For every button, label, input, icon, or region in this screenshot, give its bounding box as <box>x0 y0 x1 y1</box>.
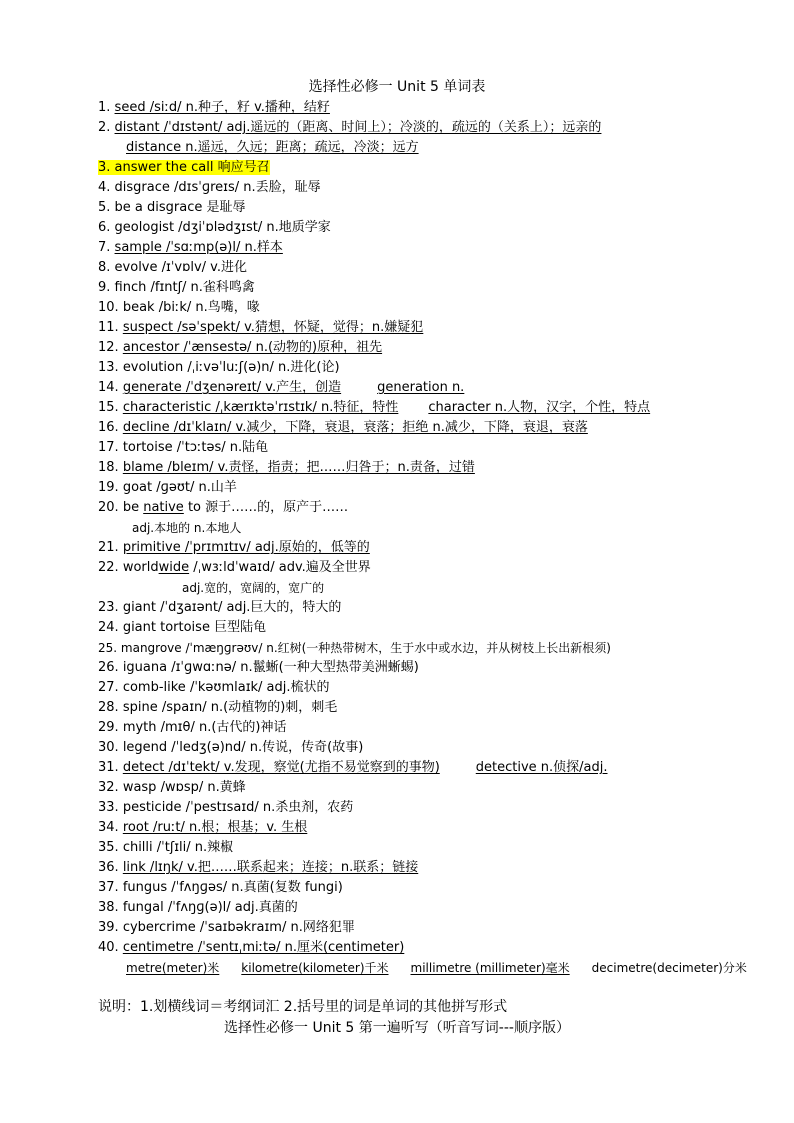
entry-number: 40. <box>98 940 123 955</box>
entry-text: root /ruːt/ n.根；根基；v. 生根 <box>122 820 308 835</box>
entry-text: blame /bleɪm/ v.责怪，指责；把……归咎于；n.责备，过错 <box>122 460 475 475</box>
vocab-entry <box>98 378 788 398</box>
vocab-entry <box>98 598 788 618</box>
entry-text: be a disgrace 是耻辱 <box>114 200 246 215</box>
entry-number: 26. <box>98 660 123 675</box>
entry-number: 21. <box>98 540 123 555</box>
entry-text: goat /ɡəʊt/ n.山羊 <box>122 480 237 495</box>
entry-text: wasp /wɒsp/ n.黄蜂 <box>122 780 246 795</box>
entry-text: /ˌwɜːldˈwaɪd/ adv.遍及全世界 <box>189 560 371 575</box>
vocab-entry <box>98 798 788 818</box>
entry-number: 2. <box>98 120 115 135</box>
entry-text: generation n. <box>377 380 465 395</box>
vocab-entry <box>98 718 788 738</box>
vocab-entry <box>98 858 788 878</box>
entry-text: generate /ˈdʒenəreɪt/ v.产生，创造 <box>122 380 342 395</box>
entry-text: distant /ˈdɪstənt/ adj.遥远的（距离、时间上）；冷淡的，疏远的（关系上）；远亲的 <box>114 120 602 135</box>
vocab-entry <box>98 758 788 778</box>
vocab-entry <box>98 478 788 498</box>
entry-text: distance n.遥远，久远；距离；疏远，冷淡；远方 <box>126 140 419 155</box>
vocab-entry <box>98 358 788 378</box>
vocab-entry-continuation <box>98 578 788 598</box>
vocab-entry <box>98 638 788 658</box>
entry-text: fungal /ˈfʌŋɡ(ə)l/ adj.真菌的 <box>122 900 298 915</box>
entry-text: pesticide /ˈpestɪsaɪd/ n.杀虫剂，农药 <box>122 800 354 815</box>
entry-text: comb-like /ˈkəʊmlaɪk/ adj.梳状的 <box>122 680 330 695</box>
vocab-entry <box>98 738 788 758</box>
vocab-entry <box>98 458 788 478</box>
entry-text: evolution /ˌiːvəˈluːʃ(ə)n/ n.进化(论) <box>122 360 340 375</box>
vocab-entry <box>98 618 788 638</box>
entry-text: legend /ˈledʒ(ə)nd/ n.传说，传奇(故事) <box>122 740 364 755</box>
vocab-entry <box>98 938 788 958</box>
vocab-entry <box>98 238 788 258</box>
entry-number: 39. <box>98 920 123 935</box>
entry-number: 22. <box>98 560 123 575</box>
entry-number: 28. <box>98 700 123 715</box>
entry-number: 29. <box>98 720 123 735</box>
vocab-entry <box>98 698 788 718</box>
entry-text: cybercrime /ˈsaɪbəkraɪm/ n.网络犯罪 <box>122 920 355 935</box>
entry-text: spine /spaɪn/ n.(动植物的)刺，刺毛 <box>122 700 338 715</box>
entry-text: geologist /dʒiˈɒlədʒɪst/ n.地质学家 <box>114 220 331 235</box>
entry-text: millimetre (millimeter)毫米 <box>410 961 570 975</box>
entry-text: native <box>143 500 184 515</box>
entry-text: tortoise /ˈtɔːtəs/ n.陆龟 <box>122 440 269 455</box>
entry-number: 23. <box>98 600 123 615</box>
vocab-entry <box>98 338 788 358</box>
entry-number: 14. <box>98 380 123 395</box>
vocab-entry <box>98 198 788 218</box>
dictation-title: 选择性必修一 Unit 5 第一遍听写（听音写词---顺序版） <box>224 1020 570 1036</box>
entry-text: decimetre(decimeter)分米 <box>591 961 747 975</box>
page-title: 选择性必修一 Unit 5 单词表 <box>308 79 486 95</box>
vocab-entry-continuation <box>98 138 788 158</box>
entry-text: beak /biːk/ n.鸟嘴，喙 <box>122 300 260 315</box>
vocab-entry-continuation <box>98 958 788 978</box>
entry-number: 13. <box>98 360 123 375</box>
vocab-entry <box>98 398 788 418</box>
entry-text: detect /dɪˈtekt/ v.发现，察觉(尤指不易觉察到的事物) <box>122 760 440 775</box>
vocab-entry <box>98 98 788 118</box>
vocab-entry <box>98 318 788 338</box>
entry-number: 25. <box>98 641 121 655</box>
entry-text: finch /fɪntʃ/ n.雀科鸣禽 <box>114 280 255 295</box>
vocab-entry-continuation <box>98 518 788 538</box>
entry-number: 3. <box>98 160 115 175</box>
entry-text: metre(meter)米 <box>126 961 220 975</box>
entry-number: 12. <box>98 340 123 355</box>
entry-number: 20. <box>98 500 123 515</box>
vocab-entry <box>98 838 788 858</box>
entry-text: giant tortoise 巨型陆龟 <box>122 620 267 635</box>
entry-number: 27. <box>98 680 123 695</box>
entry-number: 17. <box>98 440 123 455</box>
vocab-entry <box>98 158 788 178</box>
vocab-entry <box>98 418 788 438</box>
entry-number: 16. <box>98 420 123 435</box>
vocab-entry <box>98 258 788 278</box>
vocab-entry <box>98 118 788 138</box>
vocab-entry <box>98 778 788 798</box>
vocabulary-list <box>98 98 788 978</box>
entry-text: evolve /ɪˈvɒlv/ v.进化 <box>114 260 247 275</box>
entry-number: 15. <box>98 400 123 415</box>
entry-number: 36. <box>98 860 123 875</box>
vocab-entry <box>98 918 788 938</box>
entry-number: 32. <box>98 780 123 795</box>
entry-number: 6. <box>98 220 115 235</box>
entry-number: 38. <box>98 900 123 915</box>
entry-number: 1. <box>98 100 115 115</box>
entry-text: answer the call 响应号召 <box>114 160 270 175</box>
entry-text: decline /dɪˈklaɪn/ v.减少，下降，衰退，衰落；拒绝 n.减少，下降，衰退，衰落 <box>122 420 588 435</box>
entry-text: kilometre(kilometer)千米 <box>241 961 389 975</box>
entry-text: adj.宽的，宽阔的，宽广的 <box>182 581 325 595</box>
entry-number: 33. <box>98 800 123 815</box>
entry-text: link /lɪŋk/ v.把……联系起来；连接；n.联系；链接 <box>122 860 419 875</box>
entry-text: myth /mɪθ/ n.(古代的)神话 <box>122 720 287 735</box>
vocab-entry <box>98 678 788 698</box>
entry-text: characteristic /ˌkærɪktəˈrɪstɪk/ n.特征，特性 <box>122 400 399 415</box>
entry-number: 10. <box>98 300 123 315</box>
entry-number: 24. <box>98 620 123 635</box>
entry-number: 11. <box>98 320 123 335</box>
entry-text: character n.人物，汉字，个性，特点 <box>428 400 651 415</box>
entry-text: wide <box>158 560 190 575</box>
entry-text: adj.本地的 n.本地人 <box>132 521 242 535</box>
entry-number: 5. <box>98 200 115 215</box>
entry-number: 18. <box>98 460 123 475</box>
vocab-entry <box>98 438 788 458</box>
entry-text: chilli /ˈtʃɪli/ n.辣椒 <box>122 840 234 855</box>
entry-text: ancestor /ˈænsestə/ n.(动物的)原种，祖先 <box>122 340 383 355</box>
entry-text: mangrove /ˈmæŋɡrəʊv/ n.红树(一种热带树木，生于水中或水边，并从树枝上长出新根须) <box>120 641 611 655</box>
entry-text: detective n.侦探/adj. <box>475 760 608 775</box>
vocab-entry <box>98 218 788 238</box>
vocab-entry <box>98 658 788 678</box>
entry-number: 31. <box>98 760 123 775</box>
entry-number: 8. <box>98 260 115 275</box>
vocab-entry <box>98 298 788 318</box>
entry-number: 19. <box>98 480 123 495</box>
vocab-entry <box>98 558 788 578</box>
entry-text: to 源于……的，原产于…… <box>183 500 349 515</box>
note-text: 说明：1.划横线词＝考纲词汇 2.括号里的词是单词的其他拼写形式 <box>98 999 508 1015</box>
entry-text: fungus /ˈfʌŋɡəs/ n.真菌(复数 fungi) <box>122 880 343 895</box>
entry-text: centimetre /ˈsentɪˌmiːtə/ n.厘米(centimeter) <box>122 940 405 955</box>
entry-text: giant /ˈdʒaɪənt/ adj.巨大的，特大的 <box>122 600 342 615</box>
vocab-entry <box>98 498 788 518</box>
vocab-entry <box>98 878 788 898</box>
entry-number: 37. <box>98 880 123 895</box>
vocab-entry <box>98 898 788 918</box>
entry-number: 4. <box>98 180 115 195</box>
vocab-entry <box>98 278 788 298</box>
entry-number: 35. <box>98 840 123 855</box>
entry-number: 7. <box>98 240 115 255</box>
entry-text: disgrace /dɪsˈɡreɪs/ n.丢脸，耻辱 <box>114 180 321 195</box>
entry-number: 34. <box>98 820 123 835</box>
entry-text: primitive /ˈprɪmɪtɪv/ adj.原始的，低等的 <box>122 540 370 555</box>
entry-text: sample /ˈsɑːmp(ə)l/ n.样本 <box>114 240 283 255</box>
entry-text: be <box>122 500 144 515</box>
entry-text: world <box>122 560 159 575</box>
vocab-entry <box>98 178 788 198</box>
entry-number: 9. <box>98 280 115 295</box>
entry-number: 30. <box>98 740 123 755</box>
entry-text: seed /siːd/ n.种子，籽 v.播种，结籽 <box>114 100 330 115</box>
vocab-entry <box>98 538 788 558</box>
vocab-entry <box>98 818 788 838</box>
entry-text: suspect /səˈspekt/ v.猜想，怀疑，觉得；n.嫌疑犯 <box>122 320 424 335</box>
entry-text: iguana /ɪˈɡwɑːnə/ n.鬣蜥(一种大型热带美洲蜥蜴) <box>122 660 419 675</box>
